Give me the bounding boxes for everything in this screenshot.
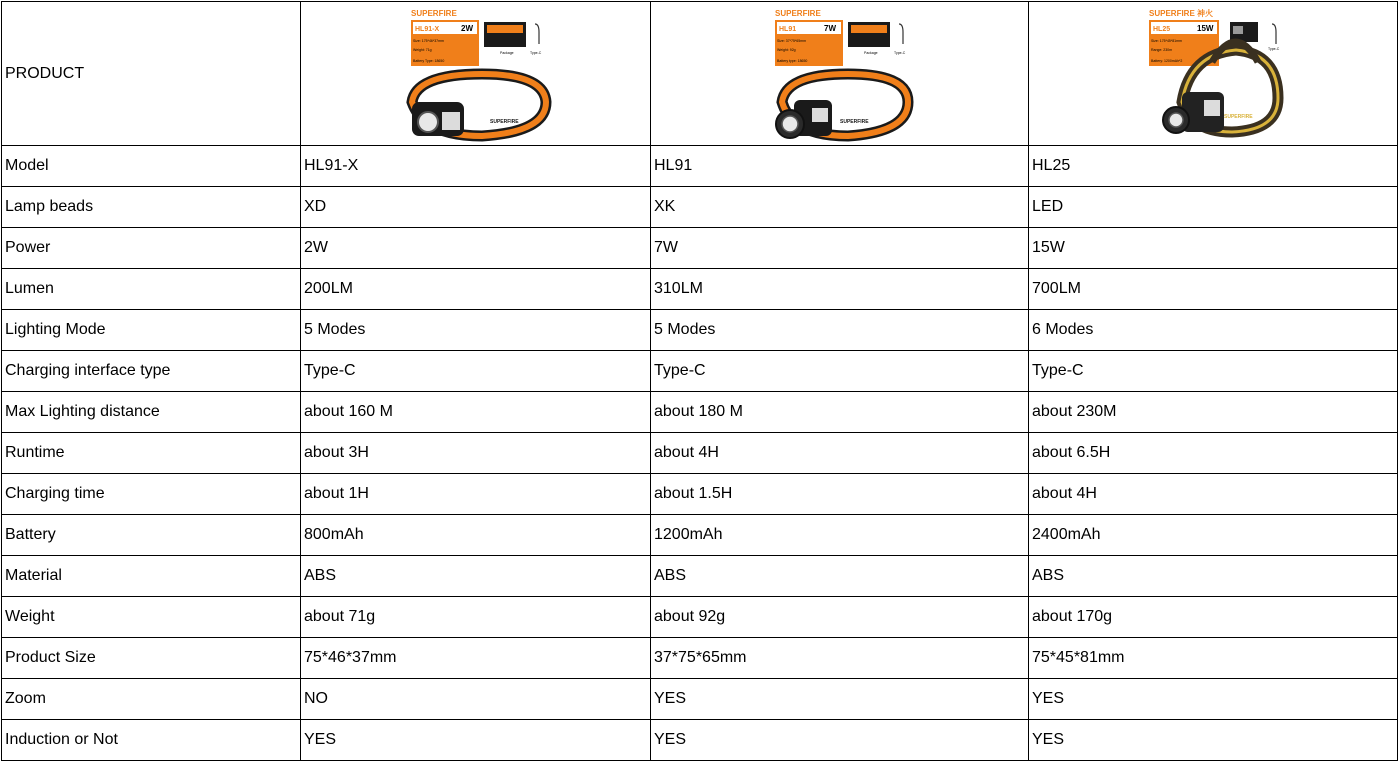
table-row bbox=[2, 228, 1398, 269]
product-image-hl25 bbox=[1032, 2, 1397, 145]
table-row bbox=[2, 392, 1398, 433]
row-label: Lumen bbox=[2, 269, 301, 310]
cob-panel-icon bbox=[812, 108, 828, 122]
row-label: Power bbox=[2, 228, 301, 269]
table-row bbox=[2, 597, 1398, 638]
cell-value: 1200mAh bbox=[651, 515, 1029, 556]
product-image-cell bbox=[301, 2, 651, 146]
header-row bbox=[2, 2, 1398, 146]
cell-value: YES bbox=[651, 720, 1029, 761]
row-label: Runtime bbox=[2, 433, 301, 474]
cell-value: YES bbox=[651, 679, 1029, 720]
cell-value: 200LM bbox=[301, 269, 651, 310]
cell-value: about 3H bbox=[301, 433, 651, 474]
cell-value: 2W bbox=[301, 228, 651, 269]
cell-value: 6 Modes bbox=[1029, 310, 1398, 351]
spec-line: Weight: 92g bbox=[777, 48, 796, 52]
row-label: Lamp beads bbox=[2, 187, 301, 228]
cell-value: about 180 M bbox=[651, 392, 1029, 433]
cable-icon bbox=[1272, 24, 1276, 44]
cell-value: about 230M bbox=[1029, 392, 1398, 433]
brand-text: SUPERFIRE bbox=[411, 9, 457, 18]
row-label: Charging time bbox=[2, 474, 301, 515]
headlamp-illustration bbox=[1032, 2, 1397, 145]
table-row bbox=[2, 146, 1398, 187]
table-row bbox=[2, 720, 1398, 761]
cell-value: YES bbox=[1029, 679, 1398, 720]
spec-line: Weight: 71g bbox=[413, 48, 432, 52]
row-label: Lighting Mode bbox=[2, 310, 301, 351]
cell-value: about 92g bbox=[651, 597, 1029, 638]
cell-value: about 71g bbox=[301, 597, 651, 638]
cell-value: ABS bbox=[1029, 556, 1398, 597]
cell-value: about 160 M bbox=[301, 392, 651, 433]
model-tag: HL91 bbox=[779, 26, 797, 33]
cell-value: about 170g bbox=[1029, 597, 1398, 638]
brand-text: SUPERFIRE 神火 bbox=[1149, 9, 1214, 18]
table-row bbox=[2, 269, 1398, 310]
cell-value: 800mAh bbox=[301, 515, 651, 556]
table-row bbox=[2, 351, 1398, 392]
cell-value: HL91 bbox=[651, 146, 1029, 187]
product-image-hl91 bbox=[654, 2, 1028, 145]
product-image-cell bbox=[651, 2, 1029, 146]
row-label: Product Size bbox=[2, 638, 301, 679]
row-label: Battery bbox=[2, 515, 301, 556]
cell-value: 5 Modes bbox=[651, 310, 1029, 351]
brand-text: SUPERFIRE bbox=[775, 9, 821, 18]
cell-value: 37*75*65mm bbox=[651, 638, 1029, 679]
row-label: Zoom bbox=[2, 679, 301, 720]
cell-value: about 4H bbox=[1029, 474, 1398, 515]
row-label: Max Lighting distance bbox=[2, 392, 301, 433]
spec-line: Range: 230m bbox=[1151, 48, 1173, 52]
model-tag: HL25 bbox=[1153, 26, 1171, 33]
row-label: Induction or Not bbox=[2, 720, 301, 761]
cell-value: 7W bbox=[651, 228, 1029, 269]
cell-value: about 6.5H bbox=[1029, 433, 1398, 474]
cell-value: 75*45*81mm bbox=[1029, 638, 1398, 679]
table-row bbox=[2, 679, 1398, 720]
cell-value: 5 Modes bbox=[301, 310, 651, 351]
product-image-hl91x bbox=[304, 2, 650, 145]
cell-value: ABS bbox=[301, 556, 651, 597]
strap-brand-text: SUPERFIRE bbox=[840, 119, 869, 125]
row-label: Charging interface type bbox=[2, 351, 301, 392]
package-label: Package bbox=[500, 51, 514, 55]
table-row bbox=[2, 638, 1398, 679]
power-tag: 2W bbox=[461, 24, 473, 33]
headlamp-illustration bbox=[654, 2, 1028, 145]
cell-value: 15W bbox=[1029, 228, 1398, 269]
cell-value: HL25 bbox=[1029, 146, 1398, 187]
table-row bbox=[2, 474, 1398, 515]
cob-panel-icon bbox=[442, 112, 460, 130]
model-tag: HL91-X bbox=[415, 26, 440, 33]
table-row bbox=[2, 187, 1398, 228]
cable-icon bbox=[899, 24, 903, 44]
table-row bbox=[2, 515, 1398, 556]
cable-label: Type-C bbox=[1268, 47, 1280, 51]
strap-brand-text: SUPERFIRE bbox=[490, 119, 519, 125]
cell-value: 700LM bbox=[1029, 269, 1398, 310]
cob-panel-icon bbox=[1204, 100, 1220, 116]
power-tag: 7W bbox=[824, 24, 836, 33]
cell-value: XK bbox=[651, 187, 1029, 228]
cell-value: 310LM bbox=[651, 269, 1029, 310]
row-label: Material bbox=[2, 556, 301, 597]
cell-value: Type-C bbox=[1029, 351, 1398, 392]
cell-value: ABS bbox=[651, 556, 1029, 597]
spec-table bbox=[1, 1, 1398, 761]
table-row bbox=[2, 556, 1398, 597]
cell-value: about 4H bbox=[651, 433, 1029, 474]
product-image-cell bbox=[1029, 2, 1398, 146]
cell-value: XD bbox=[301, 187, 651, 228]
cell-value: Type-C bbox=[651, 351, 1029, 392]
spec-line: Size: 175*45*81mm bbox=[1151, 39, 1182, 43]
cell-value: HL91-X bbox=[301, 146, 651, 187]
spec-line: Size: 37*75*65mm bbox=[777, 39, 806, 43]
cell-value: about 1.5H bbox=[651, 474, 1029, 515]
cell-value: LED bbox=[1029, 187, 1398, 228]
cell-value: NO bbox=[301, 679, 651, 720]
spec-line: Battery Type: 18650 bbox=[413, 59, 445, 63]
cable-label: Type-C bbox=[894, 51, 906, 55]
cable-icon bbox=[535, 24, 539, 44]
table-row bbox=[2, 310, 1398, 351]
package-label: Package bbox=[864, 51, 878, 55]
table-row bbox=[2, 433, 1398, 474]
spec-line: Battery: 1200mAh*2 bbox=[1151, 59, 1183, 63]
strap-brand-text: SUPERFIRE bbox=[1224, 114, 1253, 120]
lens-icon bbox=[418, 112, 438, 132]
cell-value: 75*46*37mm bbox=[301, 638, 651, 679]
spec-line: Battery type: 18650 bbox=[777, 59, 808, 63]
cell-value: about 1H bbox=[301, 474, 651, 515]
headlamp-illustration bbox=[304, 2, 650, 145]
row-label: Model bbox=[2, 146, 301, 187]
power-tag: 15W bbox=[1197, 24, 1214, 33]
cell-value: 2400mAh bbox=[1029, 515, 1398, 556]
row-label: Weight bbox=[2, 597, 301, 638]
header-label: PRODUCT bbox=[2, 2, 301, 146]
spec-line: Size: 175*46*37mm bbox=[413, 39, 444, 43]
cell-value: Type-C bbox=[301, 351, 651, 392]
cell-value: YES bbox=[301, 720, 651, 761]
cable-label: Type-C bbox=[530, 51, 542, 55]
cell-value: YES bbox=[1029, 720, 1398, 761]
